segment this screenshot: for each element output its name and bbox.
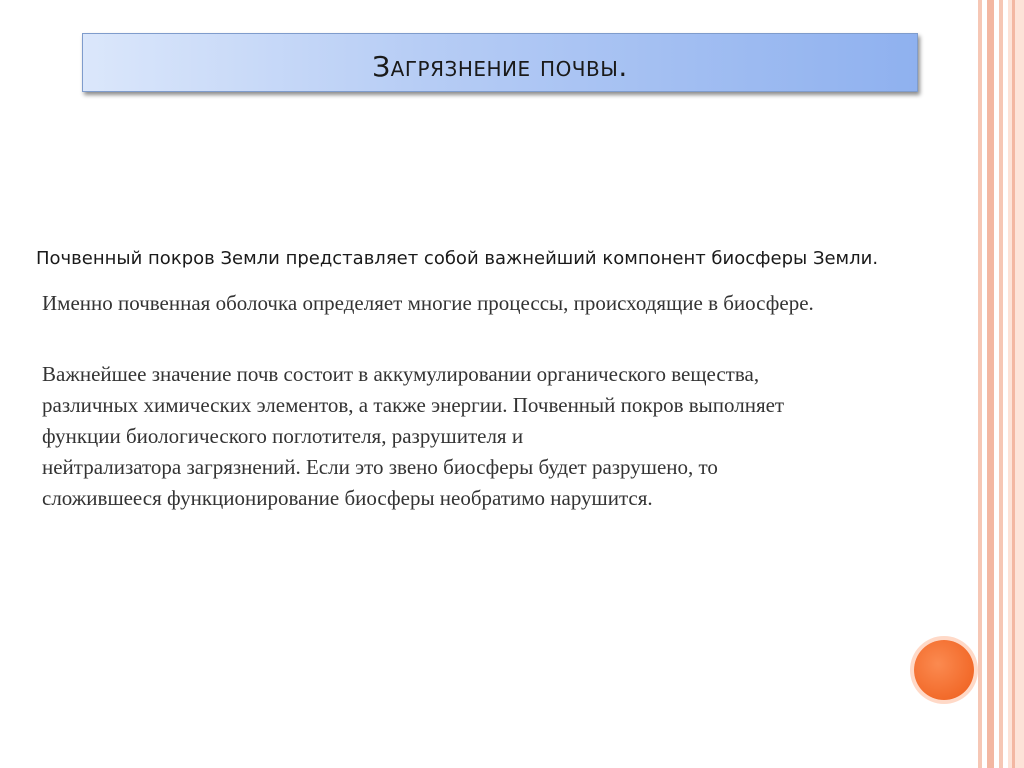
orange-circle-icon: [914, 640, 974, 700]
paragraph-2-line: функции биологического поглотителя, разрушителя и: [42, 424, 524, 448]
decorative-stripe: [999, 0, 1003, 768]
paragraph-2-line: различных химических элементов, а также энергии. Почвенный покров выполняет: [42, 393, 785, 417]
decorative-stripe: [1012, 0, 1015, 768]
paragraph-1: Именно почвенная оболочка определяет многие процессы, происходящие в биосфере.: [42, 291, 814, 315]
paragraph-2: [42, 359, 942, 514]
paragraph-2-line: Важнейшее значение почв состоит в аккумулировании органического вещества,: [42, 362, 760, 386]
decorative-stripe: [978, 0, 982, 768]
paragraph-2-line: сложившееся функционирование биосферы необратимо нарушится.: [42, 486, 653, 510]
paragraph-2-line: нейтрализатора загрязнений. Если это звено биосферы будет разрушено, то: [42, 455, 718, 479]
intro-text: Почвенный покров Земли представляет собой важнейший компонент биосферы Земли.: [36, 248, 879, 269]
decorative-stripe: [1008, 0, 1024, 768]
title-box: [82, 33, 918, 92]
decorative-stripe: [987, 0, 994, 768]
slide-title: Загрязнение почвы.: [372, 50, 628, 83]
